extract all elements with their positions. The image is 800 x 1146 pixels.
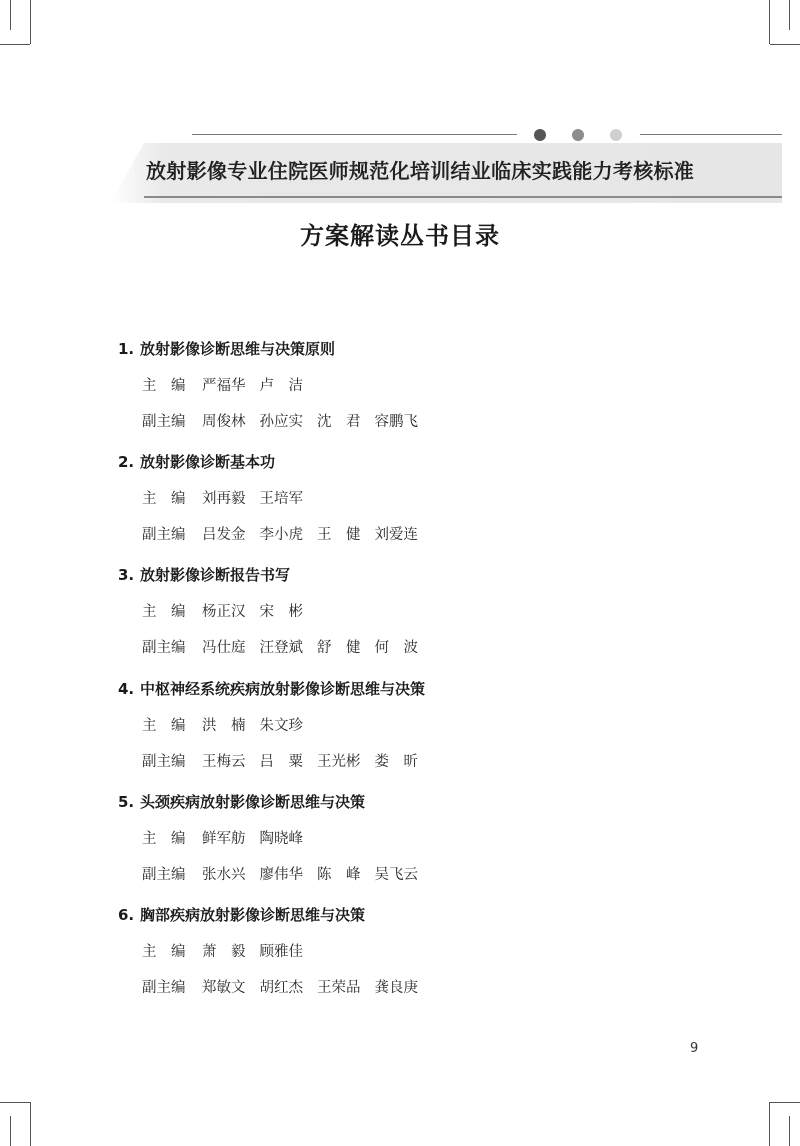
deputy-editor-line: [142, 976, 432, 997]
editor-name: 张水兴: [202, 867, 246, 883]
chief-editor-line: [142, 827, 317, 848]
chief-editor-line: [142, 487, 317, 508]
crop-mark-bottom-left-v: [30, 1102, 31, 1146]
editor-name: 何 波: [374, 640, 418, 656]
toc-entry-title: [118, 564, 290, 585]
deputy-editor-label: 副主编: [142, 640, 186, 656]
toc-entry-name: 胸部疾病放射影像诊断思维与决策: [140, 906, 366, 924]
editor-name: 王光彬: [317, 754, 361, 770]
editor-name: 容鹏飞: [374, 414, 418, 430]
chief-editor-label: 主 编: [142, 378, 186, 394]
toc-entry-title: [118, 904, 365, 925]
crop-mark-top-right-v2: [789, 0, 790, 30]
crop-mark-top-left-h: [0, 44, 30, 45]
header-dot-light: [610, 129, 622, 141]
editor-name: 王荣品: [317, 980, 361, 996]
editor-name: 鲜军舫: [202, 831, 246, 847]
crop-mark-top-right-h: [770, 44, 800, 45]
header-rule-right: [640, 134, 782, 135]
editor-name: 吴飞云: [374, 867, 418, 883]
editor-name: 廖伟华: [259, 867, 303, 883]
editor-name: 王培军: [259, 491, 303, 507]
toc-entry-name: 头颈疾病放射影像诊断思维与决策: [140, 793, 366, 811]
crop-mark-bottom-right-h: [770, 1102, 800, 1103]
toc-entry-title: [118, 338, 335, 359]
editor-name: 舒 健: [317, 640, 361, 656]
chief-editor-label: 主 编: [142, 604, 186, 620]
toc-entry-name: 中枢神经系统疾病放射影像诊断思维与决策: [140, 680, 426, 698]
editor-name: 刘爱连: [374, 527, 418, 543]
deputy-editor-line: [142, 410, 432, 431]
crop-mark-bottom-right-v2: [789, 1116, 790, 1146]
crop-mark-bottom-right-v: [769, 1102, 770, 1146]
editor-name: 王梅云: [202, 754, 246, 770]
editor-name: 胡红杰: [259, 980, 303, 996]
editor-name: 朱文珍: [259, 718, 303, 734]
chief-editor-line: [142, 600, 317, 621]
toc-entry-number: 3.: [118, 566, 135, 584]
deputy-editor-line: [142, 863, 432, 884]
crop-mark-top-left-v2: [10, 0, 11, 30]
deputy-editor-line: [142, 523, 432, 544]
chief-editor-label: 主 编: [142, 718, 186, 734]
toc-entry-number: 1.: [118, 340, 135, 358]
toc-entry-number: 6.: [118, 906, 135, 924]
deputy-editor-line: [142, 750, 432, 771]
chief-editor-label: 主 编: [142, 831, 186, 847]
editor-name: 郑敏文: [202, 980, 246, 996]
crop-mark-top-right-v: [769, 0, 770, 44]
header-rule-left: [192, 134, 517, 135]
deputy-editor-line: [142, 636, 432, 657]
chief-editor-line: [142, 714, 317, 735]
editor-name: 汪登斌: [259, 640, 303, 656]
toc-entry-title: [118, 678, 425, 699]
editor-name: 杨正汉: [202, 604, 246, 620]
editor-name: 龚良庚: [374, 980, 418, 996]
editor-name: 宋 彬: [259, 604, 303, 620]
crop-mark-bottom-left-h: [0, 1102, 30, 1103]
editor-name: 顾雅佳: [259, 944, 303, 960]
editor-name: 萧 毅: [202, 944, 246, 960]
deputy-editor-label: 副主编: [142, 980, 186, 996]
page-title: 方案解读丛书目录: [300, 222, 500, 250]
deputy-editor-label: 副主编: [142, 527, 186, 543]
chief-editor-label: 主 编: [142, 491, 186, 507]
editor-name: 娄 昕: [374, 754, 418, 770]
toc-entry-name: 放射影像诊断基本功: [140, 453, 276, 471]
header-dot-mid: [572, 129, 584, 141]
deputy-editor-label: 副主编: [142, 754, 186, 770]
toc-entry-number: 5.: [118, 793, 135, 811]
toc-entry-title: [118, 791, 365, 812]
editor-name: 孙应实: [259, 414, 303, 430]
editor-name: 严福华: [202, 378, 246, 394]
editor-name: 沈 君: [317, 414, 361, 430]
chief-editor-line: [142, 374, 317, 395]
header-banner-underline: [144, 196, 782, 198]
editor-name: 周俊林: [202, 414, 246, 430]
editor-name: 刘再毅: [202, 491, 246, 507]
series-title: 放射影像专业住院医师规范化培训结业临床实践能力考核标准: [146, 159, 695, 183]
toc-entry-title: [118, 451, 275, 472]
crop-mark-bottom-left-v2: [10, 1116, 11, 1146]
crop-mark-top-left-v: [30, 0, 31, 44]
header-dot-dark: [534, 129, 546, 141]
editor-name: 吕 粟: [259, 754, 303, 770]
editor-name: 洪 楠: [202, 718, 246, 734]
editor-name: 陈 峰: [317, 867, 361, 883]
editor-name: 吕发金: [202, 527, 246, 543]
toc-entry-number: 2.: [118, 453, 135, 471]
editor-name: 卢 洁: [259, 378, 303, 394]
chief-editor-label: 主 编: [142, 944, 186, 960]
chief-editor-line: [142, 940, 317, 961]
page-number: 9: [690, 1041, 699, 1056]
deputy-editor-label: 副主编: [142, 414, 186, 430]
editor-name: 冯仕庭: [202, 640, 246, 656]
editor-name: 陶晓峰: [259, 831, 303, 847]
deputy-editor-label: 副主编: [142, 867, 186, 883]
editor-name: 李小虎: [259, 527, 303, 543]
editor-name: 王 健: [317, 527, 361, 543]
toc-entry-number: 4.: [118, 680, 135, 698]
toc-entry-name: 放射影像诊断思维与决策原则: [140, 340, 336, 358]
toc-entry-name: 放射影像诊断报告书写: [140, 566, 291, 584]
